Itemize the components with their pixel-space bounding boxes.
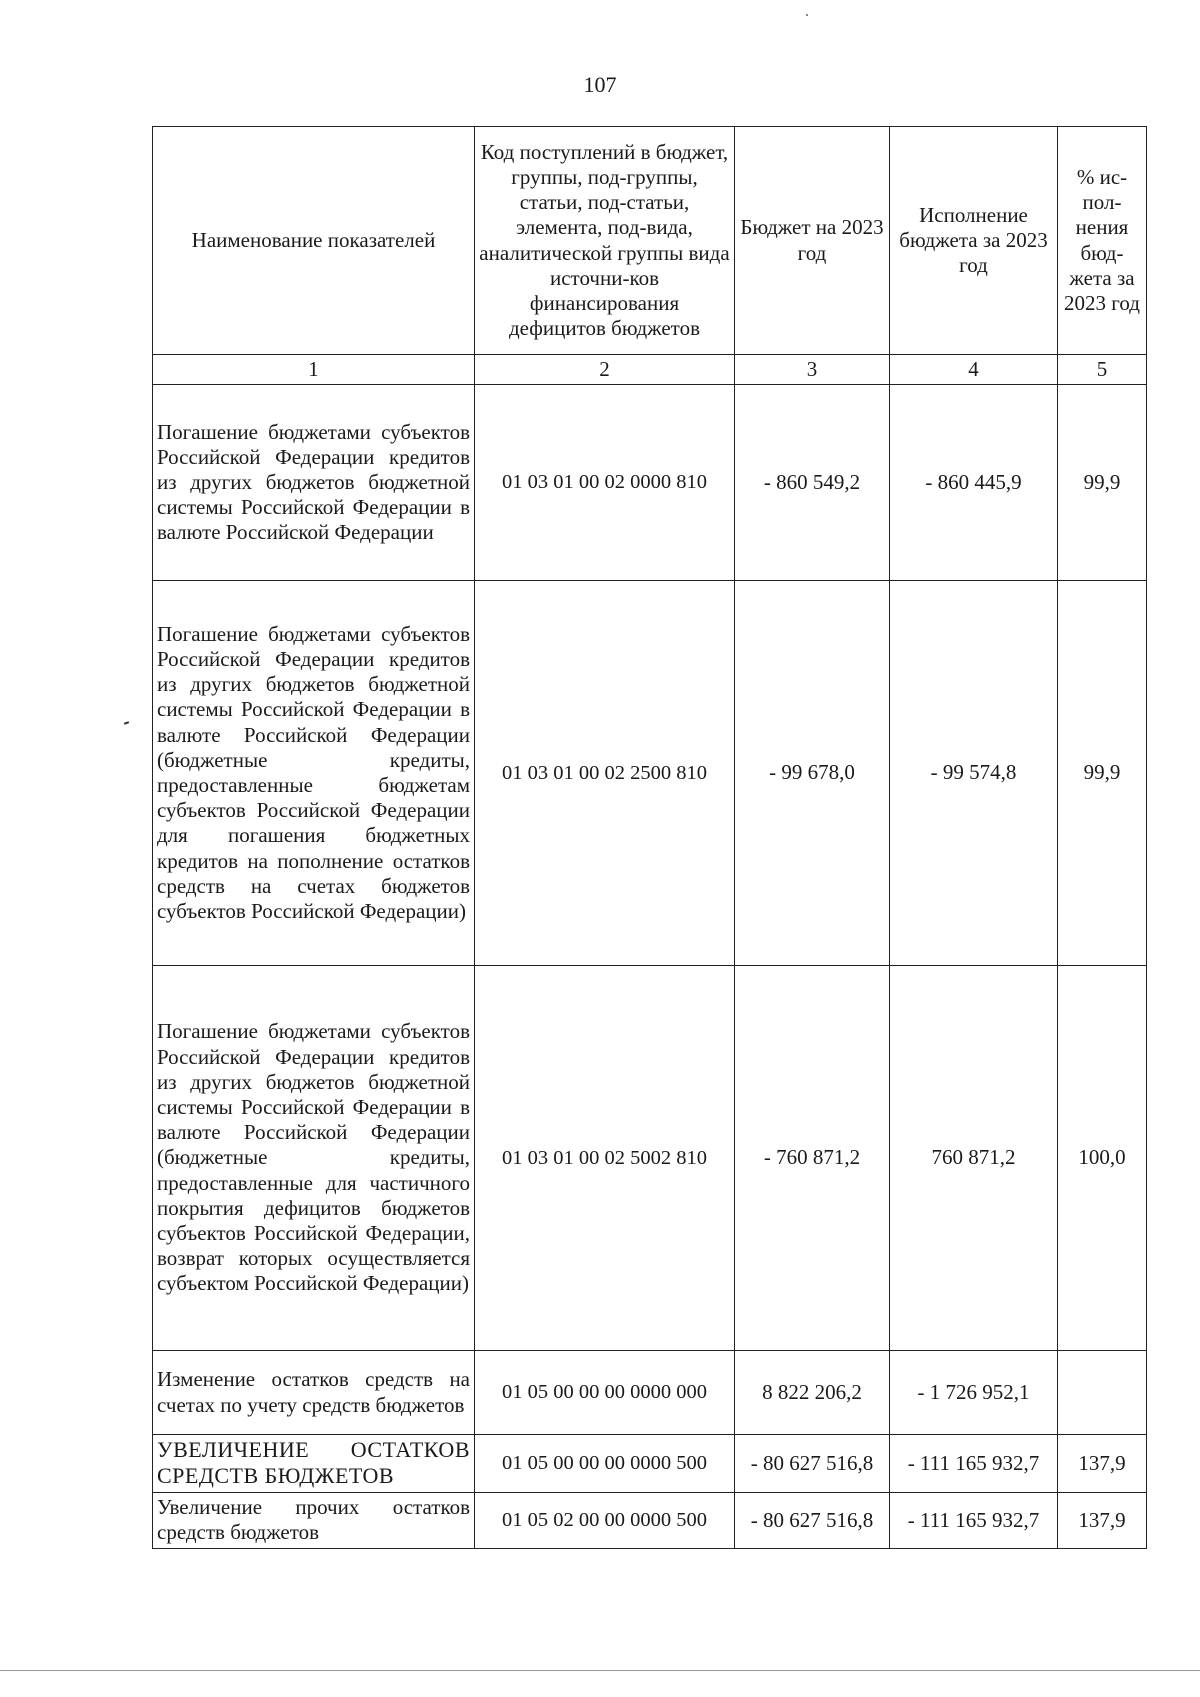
page-number: 107 <box>583 72 617 97</box>
row-percent: 137,9 <box>1058 1435 1147 1493</box>
row-code: 01 03 01 00 02 0000 810 <box>475 385 735 581</box>
row-code: 01 03 01 00 02 5002 810 <box>475 966 735 1351</box>
row-budget: 8 822 206,2 <box>735 1351 890 1435</box>
row-percent: 137,9 <box>1058 1492 1147 1548</box>
row-budget: - 860 549,2 <box>735 385 890 581</box>
table-header-row <box>153 127 1147 355</box>
row-execution: - 1 726 952,1 <box>890 1351 1058 1435</box>
row-execution: - 860 445,9 <box>890 385 1058 581</box>
row-budget: - 80 627 516,8 <box>735 1435 890 1493</box>
row-code: 01 05 00 00 00 0000 000 <box>475 1351 735 1435</box>
row-name: Погашение бюджетами субъектов Российской Федерации кредитов из других бюджетов бюджетной системы Российской Федерации в валюте Российской Федерации (бюджетные кредиты, предоставленные для частичного покрытия дефицитов бюджетов субъектов Российской Федерации, возврат которых осуществляется субъектом Российской Федерации) <box>153 966 475 1351</box>
row-name: УВЕЛИЧЕНИЕ ОСТАТКОВ СРЕДСТВ БЮДЖЕТОВ <box>153 1435 475 1493</box>
header-name: Наименование показателей <box>153 127 475 355</box>
column-number: 4 <box>890 355 1058 385</box>
budget-execution-table <box>152 126 1147 1549</box>
row-name: Увеличение прочих остатков средств бюджетов <box>153 1492 475 1548</box>
row-execution: - 99 574,8 <box>890 581 1058 966</box>
row-budget: - 99 678,0 <box>735 581 890 966</box>
row-name: Погашение бюджетами субъектов Российской Федерации кредитов из других бюджетов бюджетной системы Российской Федерации в валюте Российской Федерации (бюджетные кредиты, предоставленные бюджетам субъектов Российской Федерации для погашения бюджетных кредитов на пополнение остатков средств на счетах бюджетов субъектов Российской Федерации) <box>153 581 475 966</box>
table-row <box>153 385 1147 581</box>
column-number: 5 <box>1058 355 1147 385</box>
row-code: 01 03 01 00 02 2500 810 <box>475 581 735 966</box>
row-budget: - 760 871,2 <box>735 966 890 1351</box>
row-execution: 760 871,2 <box>890 966 1058 1351</box>
row-execution: - 111 165 932,7 <box>890 1435 1058 1493</box>
bottom-rule <box>0 1670 1200 1671</box>
header-execution: Исполнение бюджета за 2023 год <box>890 127 1058 355</box>
row-code: 01 05 02 00 00 0000 500 <box>475 1492 735 1548</box>
table-row <box>153 581 1147 966</box>
table-row <box>153 1492 1147 1548</box>
table-row <box>153 966 1147 1351</box>
header-budget: Бюджет на 2023 год <box>735 127 890 355</box>
row-percent: 100,0 <box>1058 966 1147 1351</box>
row-name: Погашение бюджетами субъектов Российской Федерации кредитов из других бюджетов бюджетной системы Российской Федерации в валюте Российской Федерации <box>153 385 475 581</box>
table-row <box>153 1351 1147 1435</box>
table-row <box>153 1435 1147 1493</box>
header-code: Код поступлений в бюджет, группы, под-группы, статьи, под-статьи, элемента, под-вида, аналитической группы вида источни-ков финансирования дефицитов бюджетов <box>475 127 735 355</box>
row-percent: 99,9 <box>1058 581 1147 966</box>
scan-speck <box>806 14 808 16</box>
column-number: 1 <box>153 355 475 385</box>
row-code: 01 05 00 00 00 0000 500 <box>475 1435 735 1493</box>
row-budget: - 80 627 516,8 <box>735 1492 890 1548</box>
row-percent: 99,9 <box>1058 385 1147 581</box>
row-name: Изменение остатков средств на счетах по учету средств бюджетов <box>153 1351 475 1435</box>
column-number: 2 <box>475 355 735 385</box>
scan-mark <box>124 721 129 725</box>
header-percent: % ис-пол-нения бюд-жета за 2023 год <box>1058 127 1147 355</box>
row-percent <box>1058 1351 1147 1435</box>
column-number-row <box>153 355 1147 385</box>
column-number: 3 <box>735 355 890 385</box>
row-execution: - 111 165 932,7 <box>890 1492 1058 1548</box>
